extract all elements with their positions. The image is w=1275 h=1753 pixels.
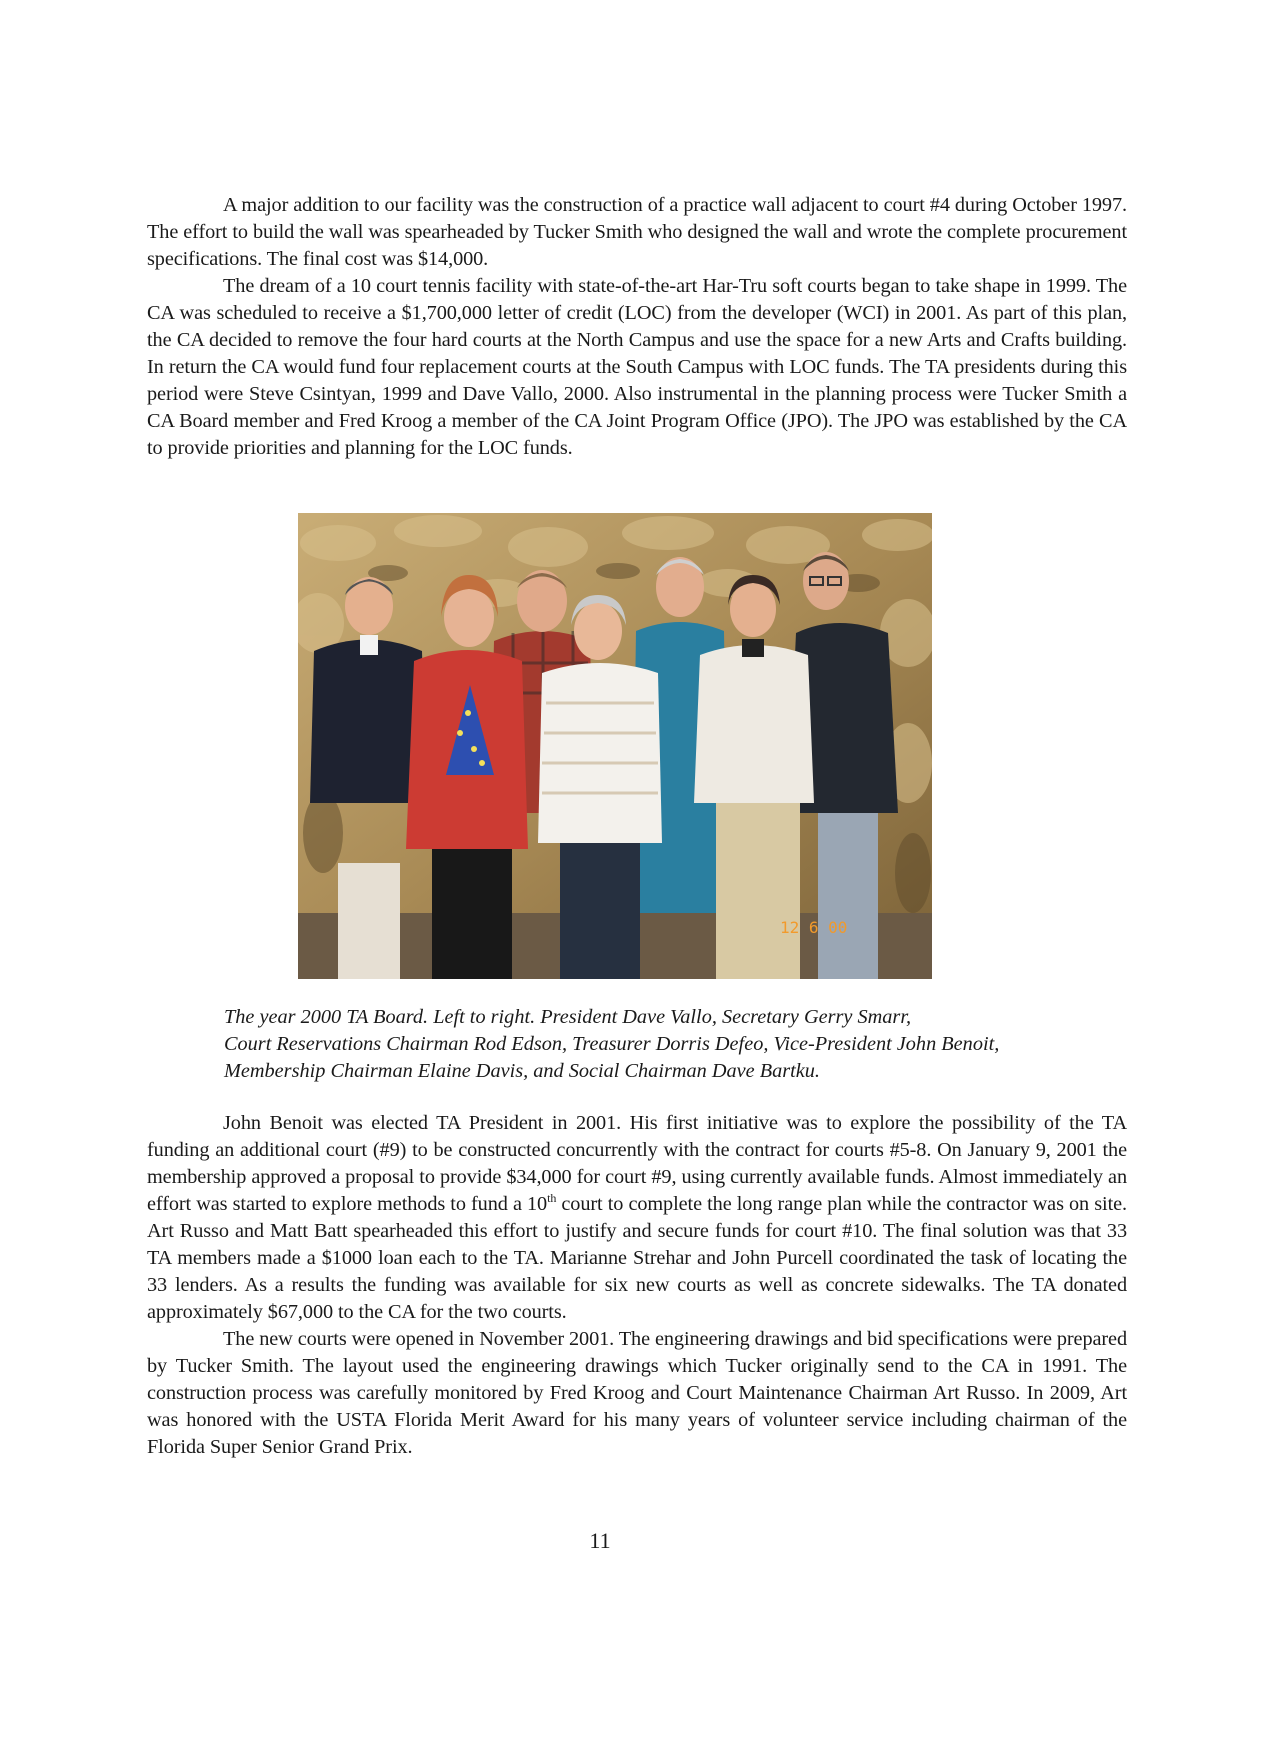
paragraph-additional-courts [147, 1110, 1127, 1326]
paragraph-tennis-facility-plan: The dream of a 10 court tennis facility with state-of-the-art Har-Tru soft courts began to take shape in 1999. The CA was scheduled to receive a $1,700,000 letter of credit (LOC) from the developer (WCI) in 2001. As part of this plan, the CA decided to remove the four hard courts at the North Campus and use the space for a new Arts and Crafts building. In return the CA would fund four replacement courts at the South Campus with LOC funds. The TA presidents during this period were Steve Csintyan, 1999 and Dave Vallo, 2000. Also instrumental in the planning process were Tucker Smith a CA Board member and Fred Kroog a member of the CA Joint Program Office (JPO). The JPO was established by the CA to provide priorities and planning for the LOC funds. [147, 275, 1127, 459]
ordinal-suffix: th [547, 1191, 557, 1206]
board-group-photo [298, 513, 932, 979]
paragraph-practice-wall: A major addition to our facility was the construction of a practice wall adjacent to court #4 during October 1997. The effort to build the wall was spearheaded by Tucker Smith who designed the wall and wrote the complete procurement specifications. The final cost was $14,000. [147, 194, 1127, 270]
paragraph-additional-courts-part-1: John Benoit was elected TA President in 2001. His first initiative was to explore the possibility of the TA funding an additional court (#9) to be constructed concurrently with the contract for courts #5-8. On January 9, 2001 the membership approved a proposal to provide $34,000 for court #9, using currently available funds. Almost immediately an effort was started to explore methods to fund a 10 [147, 1112, 1127, 1215]
photo-caption [224, 1004, 1124, 1085]
intro-text-block [147, 192, 1127, 462]
photo-date-stamp: 12 6 00 [780, 918, 848, 937]
caption-line-1: The year 2000 TA Board. Left to right. President Dave Vallo, Secretary Gerry Smarr, [224, 1006, 912, 1028]
paragraph-new-courts-opened: The new courts were opened in November 2001. The engineering drawings and bid specifications were prepared by Tucker Smith. The layout used the engineering drawings which Tucker originally send to the CA in 1991. The construction process was carefully monitored by Fred Kroog and Court Maintenance Chairman Art Russo. In 2009, Art was honored with the USTA Florida Merit Award for his many years of volunteer service including chairman of the Florida Super Senior Grand Prix. [147, 1328, 1127, 1458]
caption-line-2: Court Reservations Chairman Rod Edson, Treasurer Dorris Defeo, Vice-President John Benoit, [224, 1033, 1000, 1055]
caption-line-3: Membership Chairman Elaine Davis, and Social Chairman Dave Bartku. [224, 1060, 820, 1082]
page-number: 11 [589, 1528, 611, 1553]
closing-text-block [147, 1110, 1127, 1461]
paragraph-additional-courts-part-2: court to complete the long range plan while the contractor was on site. Art Russo and Matt Batt spearheaded this effort to justify and secure funds for court #10. The final solution was that 33 TA members made a $1000 loan each to the TA. Marianne Strehar and John Purcell coordinated the task of locating the 33 lenders. As a results the funding was available for six new courts as well as concrete sidewalks. The TA donated approximately $67,000 to the CA for the two courts. [147, 1193, 1127, 1323]
group-photo-image [298, 513, 932, 979]
